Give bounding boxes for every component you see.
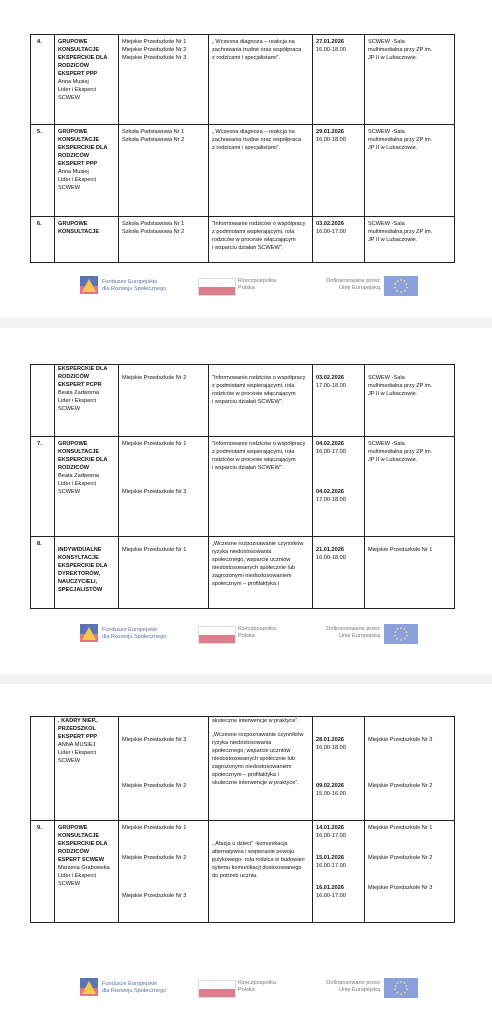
place-cell: SCWEW -Sala multimedialna przy ZP im. JP II w Lubaczowie. [365,35,455,125]
topic-cell: "Informowanie rodziców o współpracy z podmiotami wspierającymi, rola rodziców w procesie włączającym i wsparciu działań SCWEW". [209,217,313,263]
row-number: 4. [31,35,55,125]
eu-flag-icon [384,978,418,998]
document-page-1 [0,0,492,318]
eu-flag-icon [384,276,418,296]
document-page-3 [0,684,492,1024]
topic-cell: „ Afazja u dzieci” -komunikacja alternatywna i wspieranie powoju językowego- rola rodzica w budowani sytemu komunikacji dostosowanego do potrzeb ucznia. [209,821,313,923]
place-cell: SCWEW -Sala multimedialna przy ZP im. JP II w Lubaczowie. [365,125,455,217]
topic-cell: skuteczne interwencje w praktyce”. „Wczesne rozpoznawanie czynników ryzyka niedostosowania społecznego, wsparcie uczniów niedostosowanych społecznie lub zagrożonymi niedostosowaniem społecznym – profilaktyka i skuteczne interwencje w praktyce”. [209,717,313,821]
document-page-2 [0,328,492,674]
eu-logo [294,626,420,648]
place-cell: SCWEW -Sala multimedialna przy ZP im. JP II w Lubaczowie. [365,365,455,437]
date-cell: 14.01.2026 16.00-17.00 15.01.2026 16.00-17.00 16.01.2026 16.00-17.00 [313,821,365,923]
schools-cell: Miejskie Przedszkole Nr 1 [119,537,209,609]
table-row [31,365,455,437]
date-cell: 21.01.2026 16.00-18.00 [313,537,365,609]
fe-logo [80,978,190,1000]
fe-text: Fundusze Europejskie dla Rozwoju Społecznego [102,981,167,994]
fe-text: Fundusze Europejskie dla Rozwoju Społecznego [102,627,167,640]
schools-cell: Miejskie Przedszkole Nr 1 Miejskie Przedszkole Nr 2 Miejskie Przedszkole Nr 3 [119,35,209,125]
poland-flag-icon [198,980,236,998]
place-cell: SCWEW -Sala multimedialna przy ZP im. JP II w Lubaczowie. [365,437,455,537]
topic-cell: „ Wczesna diagnoza – reakcja na zachowania trudne oraz współpraca z rodzicami i specjalistami”. [209,125,313,217]
date-cell: 27.01.2026 16.00-18.00 [313,35,365,125]
schedule-table-1 [30,34,455,263]
eu-flag-icon [384,624,418,644]
consultation-type: , KADRY NIEP., PRZEDSZKOL EKSPERT PPP ANNA MUSIEJ Lider i Eksperci SCWEW [55,717,119,821]
fe-flag-icon [80,624,98,642]
table-row [31,217,455,263]
poland-flag-icon [198,626,236,644]
topic-cell: "Informowanie rodziców o współpracy z podmiotami wspierającymi, rola rodziców w procesie włączającym i wsparciu działań SCWEW". [209,365,313,437]
schools-cell: Miejskie Przedszkole Nr 3 Miejskie Przedszkole Nr 2 [119,717,209,821]
place-cell: Miejskie Przedszkole Nr 1 [365,537,455,609]
row-number: 6. [31,217,55,263]
table-row [31,717,455,821]
consultation-type: INDYWIDUALNE KONSYLTACJE EKSPERCKIE DLA DYREKTORÓW, NAUCZYCIELI, SPECJALISTÓW [55,537,119,609]
place-cell: SCWEW -Sala multimedialna przy ZP im. JP II w Lubaczowie. [365,217,455,263]
consultation-type: GRUPOWE KONSULTACJE EKSPERCKIE DLA RODZICÓW EKSPERT PPP Anna Musiej Lider i Eksperci SCWEW [55,125,119,217]
consultation-type: GRUPOWE KONSULTACJE EKSPERCKIE DLA RODZICÓW Beata Zadworna Lider i Eksperci SCWEW [55,437,119,537]
place-cell: Miejskie Przedszkole Nr 1 Miejskie Przedszkole Nr 2 Miejskie Przedszkole Nr 3 [365,821,455,923]
topic-cell: „ Wczesna diagnoza – reakcja na zachowania trudne oraz współpraca z rodzicami i specjalistami”. [209,35,313,125]
rp-logo [198,626,308,648]
consultation-type: GRUPOWE KONSULTACJE [55,217,119,263]
schools-cell: Miejskie Przedszkole Nr 1 Miejskie Przedszkole Nr 2 Miejskie Przedszkole Nr 3 [119,821,209,923]
eu-logo [294,278,420,300]
topic-cell: "Informowanie rodziców o współpracy z podmiotami wspierającymi, rola rodziców w procesie włączającym i wsparciu działań SCWEW". [209,437,313,537]
rp-text: Rzeczpospolita Polska [238,278,276,291]
date-cell: 29.01.2026 16.00-18.00 [313,125,365,217]
topic-cell: „Wczesne rozpoznawanie czynników ryzyka niedostosowania społecznego, wsparcie uczniów niedostosowanych społecznie lub zagrożonymi niedostosowaniem społecznym – profilaktyka i [209,537,313,609]
table-row [31,125,455,217]
date-cell: 28.01.2026 16.00-18.00 09.02.2026 15.00-16.00 [313,717,365,821]
row-number [31,717,55,821]
fe-flag-icon [80,276,98,294]
date-cell: 03.02.2026 17.00-18.00 [313,365,365,437]
schools-cell: Miejskie Przedszkole Nr 1 Miejskie Przedszkole Nr 3 [119,437,209,537]
fe-logo [80,276,190,298]
date-cell: 03.02.2026 16.00-17.00 [313,217,365,263]
row-number: 7. [31,437,55,537]
funding-footer [80,272,420,302]
row-number: 8. [31,537,55,609]
schools-cell: Miejskie Przedszkole Nr 2 [119,365,209,437]
rp-logo [198,980,308,1002]
eu-logo [294,980,420,1002]
table-row [31,35,455,125]
schedule-table-2 [30,364,455,609]
place-cell: Miejskie Przedszkole Nr 3 Miejskie Przedszkole Nr 2 [365,717,455,821]
table-row [31,437,455,537]
table-row [31,821,455,923]
fe-flag-icon [80,978,98,996]
fe-logo [80,624,190,646]
eu-text: Dofinansowane przez Unię Europejską [326,278,380,291]
rp-logo [198,278,308,300]
consultation-type: GRUPOWE KONSULTACJE EKSPERCKIE DLA RODZICÓW ESPERT SCWEW Marzena Grabowska Lider i Eksperci SCWEW [55,821,119,923]
row-number [31,365,55,437]
consultation-type: EKSPERCKIE DLA RODZICÓW EKSPERT PCPR Beata Zadworna Lider i Eksperci SCWEW [55,365,119,437]
schedule-table-3 [30,716,455,923]
rp-text: Rzeczpospolita Polska [238,980,276,993]
schools-cell: Szkoła Podstawowa Nr 1 Szkoła Podstawowa Nr 2 [119,217,209,263]
date-cell: 04.02.2026 16.00-17.00 04.02.2026 17.00-18.00 [313,437,365,537]
funding-footer [80,974,420,1004]
fe-text: Fundusze Europejskie dla Rozwoju Społecznego [102,279,167,292]
table-row [31,537,455,609]
eu-text: Dofinansowane przez Unię Europejską [326,980,380,993]
funding-footer [80,620,420,650]
poland-flag-icon [198,278,236,296]
row-number: 9. [31,821,55,923]
eu-text: Dofinansowane przez Unię Europejską [326,626,380,639]
schools-cell: Szkoła Podstawowa Nr 1 Szkoła Podstawowa Nr 2 [119,125,209,217]
row-number: 5. [31,125,55,217]
rp-text: Rzeczpospolita Polska [238,626,276,639]
consultation-type: GRUPOWE KONSULTACJE EKSPERCKIE DLA RODZICÓW EKSPERT PPP Anna Musiej Lider i Eksperci SCWEW [55,35,119,125]
